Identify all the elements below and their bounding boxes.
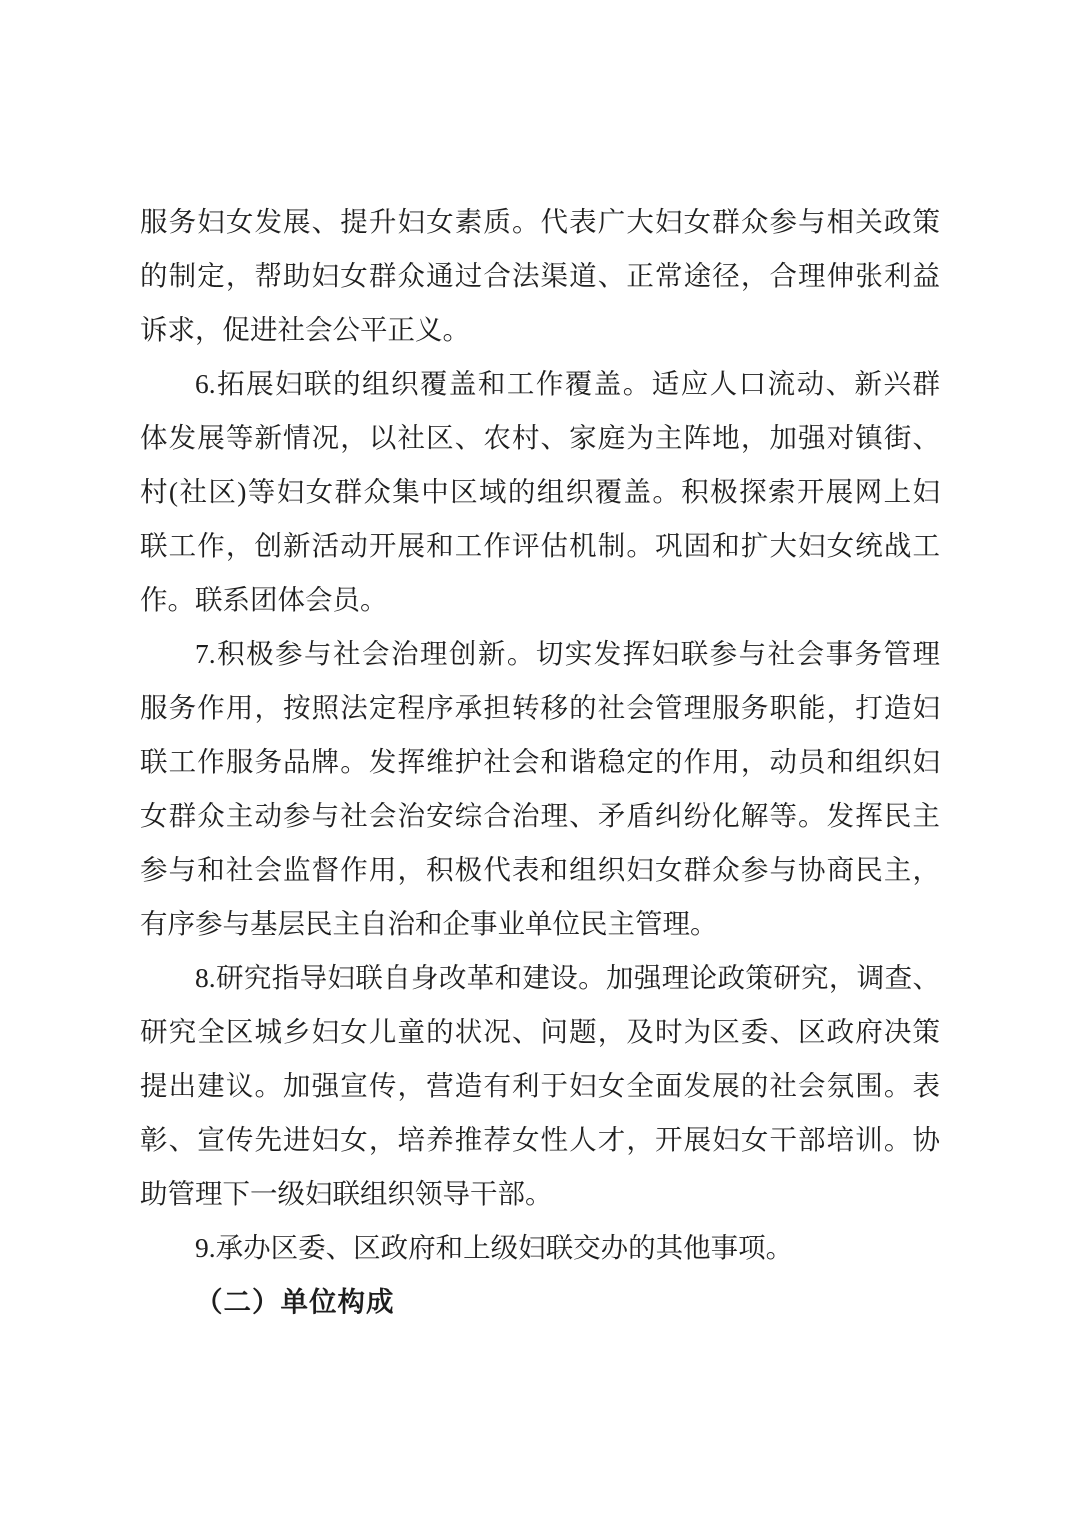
text-line: 6.拓展妇联的组织覆盖和工作覆盖。适应人口流动、新兴群 (195, 368, 940, 399)
heading-line: （二）单位构成 (195, 1286, 395, 1317)
text-line: 村(社区)等妇女群众集中区域的组织覆盖。积极探索开展网上妇 (140, 476, 940, 507)
text-line: 体发展等新情况，以社区、农村、家庭为主阵地，加强对镇街、 (140, 422, 940, 453)
section-heading (140, 1275, 940, 1329)
text-line: 诉求，促进社会公平正义。 (140, 314, 470, 345)
paragraph (140, 951, 940, 1221)
text-line: 服务作用，按照法定程序承担转移的社会管理服务职能，打造妇 (140, 692, 940, 723)
text-line: 彰、宣传先进妇女，培养推荐女性人才，开展妇女干部培训。协 (140, 1124, 940, 1155)
text-line: 服务妇女发展、提升妇女素质。代表广大妇女群众参与相关政策 (140, 206, 940, 237)
paragraph (140, 627, 940, 951)
paragraph (140, 357, 940, 627)
text-line: 9.承办区委、区政府和上级妇联交办的其他事项。 (195, 1232, 794, 1263)
text-line: 的制定，帮助妇女群众通过合法渠道、正常途径，合理伸张利益 (140, 260, 940, 291)
text-line: 有序参与基层民主自治和企事业单位民主管理。 (140, 908, 718, 939)
document-body (140, 195, 940, 1329)
text-line: 7.积极参与社会治理创新。切实发挥妇联参与社会事务管理 (195, 638, 940, 669)
text-line: 助管理下一级妇联组织领导干部。 (140, 1178, 553, 1209)
text-line: 作。联系团体会员。 (140, 584, 388, 615)
text-line: 提出建议。加强宣传，营造有利于妇女全面发展的社会氛围。表 (140, 1070, 940, 1101)
paragraph (140, 1221, 940, 1275)
text-line: 女群众主动参与社会治安综合治理、矛盾纠纷化解等。发挥民主 (140, 800, 940, 831)
text-line: 研究全区城乡妇女儿童的状况、问题，及时为区委、区政府决策 (140, 1016, 940, 1047)
text-line: 参与和社会监督作用，积极代表和组织妇女群众参与协商民主， (140, 854, 940, 885)
paragraph (140, 195, 940, 357)
text-line: 联工作服务品牌。发挥维护社会和谐稳定的作用，动员和组织妇 (140, 746, 940, 777)
text-line: 8.研究指导妇联自身改革和建设。加强理论政策研究，调查、 (195, 962, 940, 993)
text-line: 联工作，创新活动开展和工作评估机制。巩固和扩大妇女统战工 (140, 530, 940, 561)
